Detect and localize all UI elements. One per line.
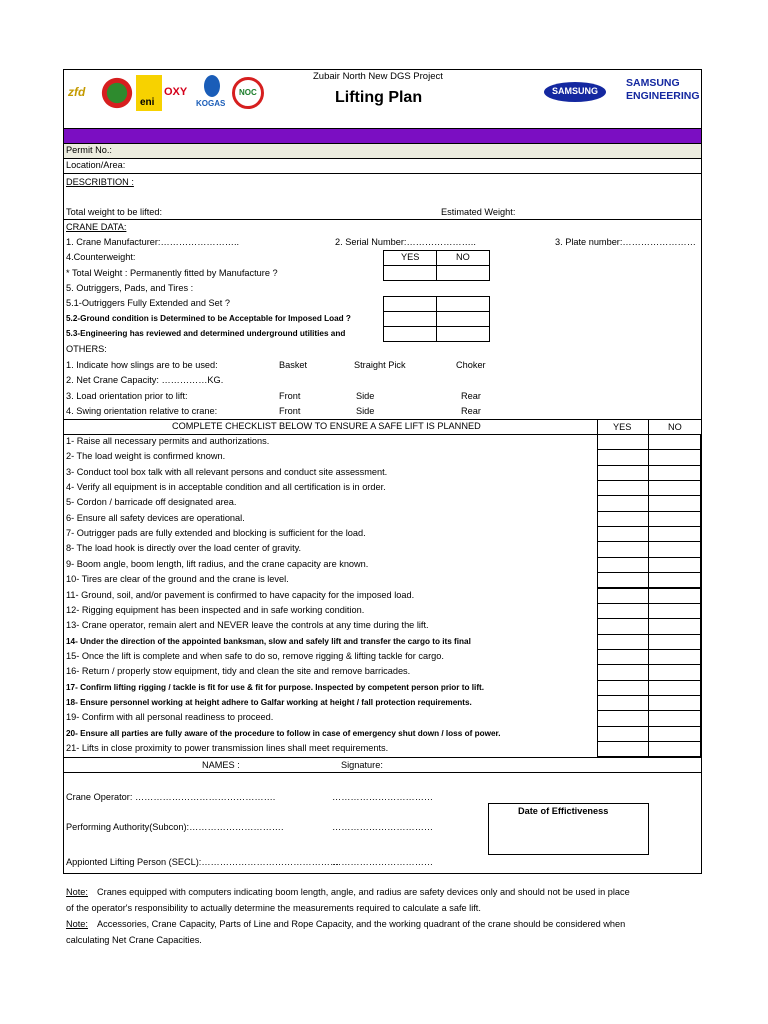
engineering-no-box[interactable] [436,326,490,342]
swing-rear-option[interactable]: Rear [461,406,481,416]
checklist-item: 16- Return / properly stow equipment, tidy and clean the site and remove barricades. [66,666,411,677]
total-weight-yes-box[interactable] [383,265,437,281]
checklist-no-box[interactable] [648,572,701,588]
checklist-no-box[interactable] [648,741,701,757]
checklist-item: 7- Outrigger pads are fully extended and blocking is sufficient for the load. [66,528,366,539]
swing-orientation-label: 4. Swing orientation relative to crane: [66,406,218,416]
checklist-yes-box[interactable] [597,603,649,619]
permit-band [64,143,701,158]
checklist-yes-box[interactable] [597,695,649,711]
checklist-item: 18- Ensure personnel working at height adhere to Galfar working at height / fall protection requirements. [66,697,472,707]
checklist-yes-box[interactable] [597,664,649,680]
total-weight-note: * Total Weight : Permanently fitted by Manufacture ? [66,268,278,278]
kogas-logo-text: KOGAS [196,99,226,108]
crane-operator-signature-line: …………………………… [332,792,434,802]
checklist-item: 3- Conduct tool box talk with all relevant persons and conduct site assessment. [66,466,388,477]
checklist-yes-box[interactable] [597,434,649,450]
location-label: Location/Area: [66,160,126,170]
page-title: Lifting Plan [335,89,423,106]
crane-manufacturer-field: 1. Crane Manufacturer:…………………….. [66,237,240,247]
ground-condition-question: 5.2-Ground condition is Determined to be Acceptable for Imposed Load ? [66,314,351,323]
eni-logo-text: eni [140,97,155,108]
checklist-item: 13- Crane operator, remain alert and NEVER leave the controls at any time during the lift. [66,620,429,631]
checklist-item: 9- Boom angle, boom length, lift radius, and the crane capacity are known. [66,558,369,569]
swing-front-option[interactable]: Front [279,406,301,416]
checklist-no-box[interactable] [648,434,701,450]
checklist-yes-box[interactable] [597,726,649,742]
checklist-no-header: NO [668,422,682,432]
checklist-item: 11- Ground, soil, and/or pavement is confirmed to have capacity for the imposed load. [66,589,415,600]
checklist-no-box[interactable] [648,495,701,511]
load-rear-option[interactable]: Rear [461,391,481,401]
note-2-line-1: Accessories, Crane Capacity, Parts of Line and Rope Capacity, and the working quadrant of the crane should be considered when [97,919,626,929]
checklist-item: 10- Tires are clear of the ground and the crane is level. [66,574,289,585]
checklist-item: 15- Once the lift is complete and when safe to do so, remove rigging & lifting tackle for cargo. [66,650,444,661]
rule [64,128,701,129]
checklist-no-box[interactable] [648,710,701,726]
outrigger-yes-box[interactable] [383,296,437,312]
slings-label: 1. Indicate how slings are to be used: [66,360,218,370]
plate-number-field: 3. Plate number:…………………… [555,237,696,247]
estimated-weight-label: Estimated Weight: [441,207,516,217]
sling-basket-option[interactable]: Basket [279,360,308,370]
logo-strip [66,73,266,115]
checklist-yes-header: YES [613,422,632,432]
checklist-yes-box[interactable] [597,557,649,573]
note-1-line-1: Cranes equipped with computers indicating boom length, angle, and radius are safety devices only and should not be used in place [97,887,630,897]
checklist-yes-divider [597,419,598,434]
note-1-line-2: of the operator's responsibility to actually determine the measurements required to calculate a safe lift. [66,903,481,913]
checklist-yes-box[interactable] [597,634,649,650]
checklist-no-box[interactable] [648,449,701,465]
note-2-line-2: calculating Net Crane Capacities. [66,935,202,945]
checklist-no-box[interactable] [648,511,701,527]
sling-choker-option[interactable]: Choker [456,360,486,370]
checklist-no-box[interactable] [648,680,701,696]
total-weight-label: Total weight to be lifted: [66,207,163,217]
oxy-logo-text: OXY [164,86,188,98]
checklist-no-box[interactable] [648,649,701,665]
zfd-logo-text: zfd [68,85,86,99]
outrigger-no-box[interactable] [436,296,490,312]
checklist-yes-box[interactable] [597,572,649,588]
checklist-no-box[interactable] [648,465,701,481]
checklist-yes-box[interactable] [597,495,649,511]
checklist-yes-box[interactable] [597,449,649,465]
names-label: NAMES : [202,760,240,770]
samsung-logo-text: SAMSUNG [552,86,599,96]
sling-straight-option[interactable]: Straight Pick [354,360,406,370]
checklist-yes-box[interactable] [597,741,649,757]
checklist-item: 2- The load weight is confirmed known. [66,451,226,462]
checklist-no-divider [648,419,649,434]
green-emblem-logo [100,75,134,111]
checklist-item: 19- Confirm with all personal readiness to proceed. [66,712,274,723]
project-name: Zubair North New DGS Project [313,71,443,82]
checklist-item: 21- Lifts in close proximity to power transmission lines shall meet requirements. [66,743,389,753]
crane-operator-field: Crane Operator: ………………………………………. [66,792,276,802]
rule [64,219,701,220]
noc-logo [232,77,264,109]
kogas-logo [196,75,230,111]
checklist-yes-box[interactable] [597,465,649,481]
checklist-no-box[interactable] [648,541,701,557]
checklist-yes-box[interactable] [597,649,649,665]
checklist-item: 4- Verify all equipment is in acceptable condition and all certification is in order. [66,482,386,493]
checklist-no-box[interactable] [648,664,701,680]
permit-label: Permit No.: [66,145,112,155]
checklist-item: 6- Ensure all safety devices are operational. [66,512,245,523]
serial-number-field: 2. Serial Number:………………….. [335,237,476,247]
load-orientation-label: 3. Load orientation prior to lift: [66,391,188,401]
checklist-no-box[interactable] [648,526,701,542]
oxy-logo [164,83,194,103]
checklist-item: 14- Under the direction of the appointed banksman, slow and safely lift and transfer the cargo to its final [66,636,471,646]
total-weight-no-box[interactable] [436,265,490,281]
checklist-no-box[interactable] [648,557,701,573]
checklist-heading: COMPLETE CHECKLIST BELOW TO ENSURE A SAFE LIFT IS PLANNED [172,421,481,431]
load-side-option[interactable]: Side [356,391,375,401]
engineering-review-question: 5.3-Engineering has reviewed and determined underground utilities and [66,329,346,338]
signature-label: Signature: [341,760,383,770]
checklist-item: 8- The load hook is directly over the load center of gravity. [66,543,302,554]
swing-side-option[interactable]: Side [356,406,375,416]
checklist-item: 17- Confirm lifting rigging / tackle is fit for use & fit for purpose. Inspected by competent person prior to lift. [66,682,485,692]
description-label: DESCRIBTION : [66,177,134,187]
rule [64,143,701,144]
checklist-no-box[interactable] [648,695,701,711]
crane-data-heading: CRANE DATA: [66,222,127,232]
checklist-yes-box[interactable] [597,618,649,634]
kogas-drop-icon [204,75,220,97]
engineering-yes-box[interactable] [383,326,437,342]
rule [64,158,701,159]
note-2-label: Note: [66,919,88,929]
checklist-no-box[interactable] [648,588,701,604]
appointed-person-signature-line: …………………………… [332,857,434,867]
samsung-engineering-line1: SAMSUNG [626,77,680,89]
outrigger-extended-question: 5.1-Outriggers Fully Extended and Set ? [66,298,230,308]
outriggers-label: 5. Outriggers, Pads, and Tires : [66,283,194,293]
crane-yes-header: YES [401,252,420,262]
noc-logo-text: NOC [239,88,257,97]
rule [64,419,701,420]
checklist-no-box[interactable] [648,603,701,619]
checklist-yes-box[interactable] [597,710,649,726]
load-front-option[interactable]: Front [279,391,301,401]
checklist-no-box[interactable] [648,634,701,650]
samsung-logo [544,82,606,102]
note-1-label: Note: [66,887,88,897]
checklist-item: 5- Cordon / barricade off designated area. [66,497,237,508]
checklist-no-box[interactable] [648,480,701,496]
zfd-logo [68,77,98,111]
performing-authority-signature-line: …………………………… [332,822,434,832]
checklist-no-box[interactable] [648,618,701,634]
checklist-yes-box[interactable] [597,588,649,604]
appointed-person-field: Appionted Lifting Person (SECL):……………………………………… [66,857,340,867]
checklist-yes-box[interactable] [597,680,649,696]
net-capacity-field: 2. Net Crane Capacity: ……………KG. [66,375,224,385]
samsung-engineering-line2: ENGINEERING [626,90,700,102]
counterweight-label: 4.Counterweight: [66,252,136,262]
crane-no-header: NO [456,252,470,262]
checklist-no-box[interactable] [648,726,701,742]
checklist-item: 12- Rigging equipment has been inspected and in safe working condition. [66,604,365,615]
ground-yes-box[interactable] [383,311,437,327]
rule [64,772,701,773]
others-heading: OTHERS: [66,344,107,354]
purple-band [64,128,701,143]
eni-logo [136,75,162,111]
checklist-item: 20- Ensure all parties are fully aware of the procedure to follow in case of emergency shut down / loss of power. [66,728,501,738]
performing-authority-field: Performing Authority(Subcon):…………………………. [66,822,284,832]
checklist-yes-box[interactable] [597,541,649,557]
checklist-item: 1- Raise all necessary permits and authorizations. [66,436,270,446]
rule [64,173,701,174]
checklist-yes-box[interactable] [597,480,649,496]
checklist-yes-box[interactable] [597,526,649,542]
date-of-effectiveness-label: Date of Effictiveness [518,806,609,816]
ground-no-box[interactable] [436,311,490,327]
checklist-yes-box[interactable] [597,511,649,527]
